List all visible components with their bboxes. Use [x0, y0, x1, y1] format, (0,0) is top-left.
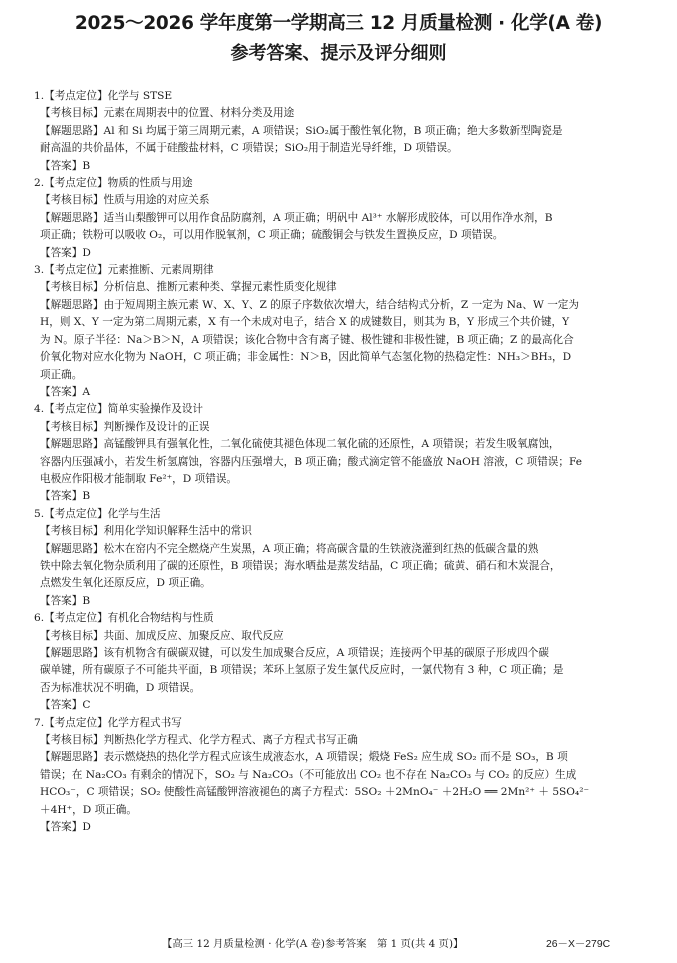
- answer-line: 【答案】B: [40, 594, 91, 607]
- answer-line: 【答案】B: [40, 159, 91, 172]
- question-block: [34, 715, 643, 837]
- explanation-line: H，则 X、Y 一定为第二周期元素，X 有一个未成对电子，结合 X 的成键数目，则其为 B，Y 形成三个共价键，Y: [40, 316, 570, 329]
- footer-code: 26－X－279C: [546, 939, 611, 950]
- answer-line: 【答案】D: [40, 821, 91, 834]
- question-block: [34, 262, 643, 401]
- question-heading: 4.【考点定位】简单实验操作及设计: [34, 403, 204, 416]
- question-heading: 5.【考点定位】化学与生活: [34, 507, 161, 520]
- explanation-line: 【解题思路】该有机物含有碳碳双键，可以发生加成聚合反应，A 项错误；连接两个甲基的碳原子形成四个碳: [40, 647, 549, 659]
- explanation-line: 容器内压强减小，若发生析氢腐蚀，容器内压强增大，B 项正确；酸式滴定管不能盛放 NaOH 溶液，C 项错误；Fe: [40, 455, 583, 468]
- explanation-line: 电极应作阳极才能制取 Fe²⁺，D 项错误。: [40, 472, 238, 485]
- question-block: [34, 401, 643, 505]
- question-heading: 2.【考点定位】物质的性质与用途: [34, 177, 193, 190]
- answer-line: 【答案】A: [40, 385, 91, 398]
- explanation-line: 【考核目标】利用化学知识解释生活中的常识: [40, 525, 252, 538]
- explanation-line: 价氧化物对应水化物为 NaOH，C 项正确；非金属性：N＞B，因此简单气态氢化物的热稳定性：NH₃＞BH₃，D: [40, 351, 572, 364]
- answer-line: 【答案】D: [40, 246, 91, 259]
- explanation-line: 【考核目标】元素在周期表中的位置、材料分类及用途: [40, 107, 295, 120]
- explanation-line: 【解题思路】由于短周期主族元素 W、X、Y、Z 的原子序数依次增大，结合结构式分析，Z 一定为 Na、W 一定为: [40, 298, 579, 311]
- question-heading: 6.【考点定位】有机化合物结构与性质: [34, 612, 214, 625]
- explanation-line: 铁中除去氧化物杂质利用了碳的还原性，B 项错误；海水晒盐是蒸发结晶，C 项正确；硫黄、硝石和木炭混合，: [40, 559, 561, 572]
- explanation-line: 项正确；铁粉可以吸收 O₂，可以用作脱氧剂，C 项正确；硫酸铜会与铁发生置换反应，D 项错误。: [40, 229, 504, 242]
- question-heading: 1.【考点定位】化学与 STSE: [34, 90, 173, 102]
- explanation-line: 【考核目标】判断热化学方程式、化学方程式、离子方程式书写正确: [40, 734, 358, 747]
- explanation-line: 【解题思路】适当山梨酸钾可以用作食品防腐剂，A 项正确；明矾中 Al³⁺ 水解形成胶体，可以用作净水剂，B: [40, 211, 553, 224]
- explanation-line: 【考核目标】分析信息、推断元素种类、掌握元素性质变化规律: [40, 281, 337, 294]
- question-heading: 3.【考点定位】元素推断、元素周期律: [34, 264, 214, 277]
- explanation-line: ＋4H⁺，D 项正确。: [40, 803, 137, 816]
- explanation-line: 为 N。原子半径：Na＞B＞N，A 项错误；该化合物中含有离子键、极性键和非极性键，B 项正确；Z 的最高化合: [40, 333, 574, 346]
- explanation-line: 【解题思路】高锰酸钾具有强氧化性，二氧化硫使其褪色体现二氧化硫的还原性，A 项错误；若发生吸氧腐蚀，: [40, 438, 560, 451]
- answer-line: 【答案】C: [40, 699, 91, 712]
- explanation-line: 【解题思路】表示燃烧热的热化学方程式应该生成液态水，A 项错误；煅烧 FeS₂ 应生成 SO₂ 而不是 SO₃，B 项: [40, 751, 568, 764]
- explanation-line: 【解题思路】松木在窑内不完全燃烧产生炭黑，A 项正确；将高碳含量的生铁液浇灌到红热的低碳含量的熟: [40, 542, 539, 555]
- question-block: [34, 88, 643, 175]
- page-subtitle: 参考答案、提示及评分细则: [230, 43, 447, 64]
- explanation-line: HCO₃⁻，C 项错误；SO₂ 使酸性高锰酸钾溶液褪色的离子方程式：5SO₂ ＋2MnO₄⁻ ＋2H₂O ══ 2Mn²⁺ ＋ 5SO₄²⁻: [40, 786, 590, 799]
- explanation-line: 项正确。: [40, 368, 83, 381]
- explanation-line: 【考核目标】判断操作及设计的正误: [40, 420, 210, 433]
- question-block: [34, 610, 643, 714]
- explanation-line: 碳单键，所有碳原子不可能共平面，B 项错误；苯环上氢原子发生氯代反应时，一氯代物有 3 种，C 项正确；是: [40, 664, 564, 677]
- explanation-line: 耐高温的共价晶体，不属于硅酸盐材料，C 项错误；SiO₂用于制造光导纤维，D 项错误。: [40, 142, 458, 155]
- explanation-line: 【考核目标】共面、加成反应、加聚反应、取代反应: [40, 629, 284, 642]
- explanation-line: 否为标准状况不明确，D 项错误。: [40, 681, 201, 694]
- explanation-line: 点燃发生氧化还原反应，D 项正确。: [40, 577, 211, 590]
- answer-line: 【答案】B: [40, 490, 91, 503]
- explanation-line: 错误；在 Na₂CO₃ 有剩余的情况下，SO₂ 与 Na₂CO₃（不可能放出 CO₂ 也不存在 Na₂CO₃ 与 CO₂ 的反应）生成: [40, 768, 577, 781]
- page-title: 2025～2026 学年度第一学期高三 12 月质量检测 · 化学(A 卷): [74, 13, 603, 34]
- question-block: [34, 506, 643, 610]
- answer-list: [34, 88, 643, 836]
- footer-page-info: 【高三 12 月质量检测 · 化学(A 卷)参考答案 第 1 页(共 4 页)】: [162, 938, 464, 950]
- explanation-line: 【考核目标】性质与用途的对应关系: [40, 194, 210, 207]
- question-block: [34, 175, 643, 262]
- explanation-line: 【解题思路】Al 和 Si 均属于第三周期元素，A 项错误；SiO₂属于酸性氧化物，B 项正确；绝大多数新型陶瓷是: [40, 124, 563, 137]
- question-heading: 7.【考点定位】化学方程式书写: [34, 716, 182, 729]
